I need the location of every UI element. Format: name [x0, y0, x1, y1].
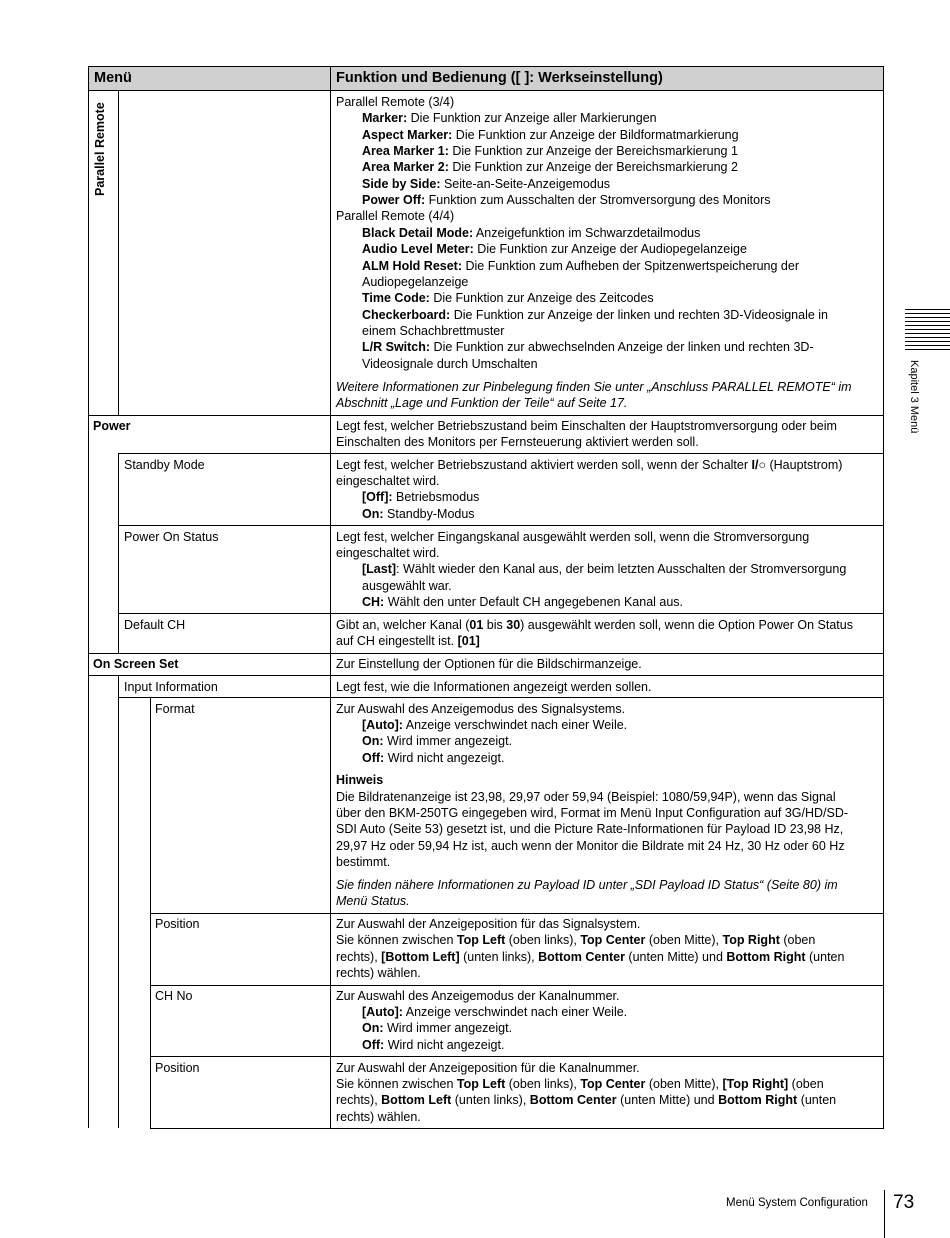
parallel-line: Parallel Remote (3/4): [336, 95, 455, 109]
parallel-line: Audiopegelanzeige: [362, 274, 469, 289]
ch-no-desc-1: Zur Auswahl des Anzeigemodus der Kanalnummer.: [336, 989, 620, 1003]
parallel-line: Audio Level Meter: Die Funktion zur Anzeige der Audiopegelanzeige: [362, 242, 747, 257]
input-information-label: Input Information: [124, 680, 218, 694]
parallel-line: Videosignale durch Umschalten: [362, 356, 538, 371]
table-header: [88, 66, 884, 91]
parallel-remote-label: Parallel Remote: [93, 102, 107, 196]
parallel-line: Side by Side: Seite-an-Seite-Anzeigemodus: [362, 176, 611, 191]
power-on-status-label: Power On Status: [124, 530, 219, 544]
power-on-status-option-last: [Last]: Wählt wieder den Kanal aus, der beim letzten Ausschalten der Stromversorgung: [362, 562, 847, 576]
position-signal-desc-2: Sie können zwischen Top Left (oben links), Top Center (oben Mitte), Top Right (oben: [336, 933, 816, 947]
position-channel-label: Position: [155, 1061, 200, 1075]
position-signal-label: Position: [155, 917, 200, 931]
ch-no-option-off: Off: Wird nicht angezeigt.: [362, 1038, 505, 1052]
ch-no-option-auto: [Auto]: Anzeige verschwindet nach einer Weile.: [362, 1005, 628, 1019]
ch-no-option-on: On: Wird immer angezeigt.: [362, 1021, 513, 1035]
parallel-line: Area Marker 1: Die Funktion zur Anzeige der Bereichsmarkierung 1: [362, 144, 738, 159]
power-on-status-option-ch: CH: Wählt den unter Default CH angegebenen Kanal aus.: [362, 595, 684, 609]
position-signal-desc-1: Zur Auswahl der Anzeigeposition für das Signalsystem.: [336, 917, 641, 931]
position-channel-desc-2: Sie können zwischen Top Left (oben links), Top Center (oben Mitte), [Top Right] (oben: [336, 1077, 824, 1091]
power-on-status-desc-2: eingeschaltet wird.: [336, 546, 440, 560]
parallel-line: Time Code: Die Funktion zur Anzeige des Zeitcodes: [362, 291, 654, 306]
default-ch-label: Default CH: [124, 618, 186, 632]
power-on-status-desc-1: Legt fest, welcher Eingangskanal ausgewählt werden soll, wenn die Stromversorgung: [336, 530, 810, 544]
format-option-auto: [Auto]: Anzeige verschwindet nach einer Weile.: [362, 718, 628, 732]
parallel-line: einem Schachbrettmuster: [362, 323, 505, 338]
header-menu: Menü: [94, 70, 132, 86]
parallel-line: ALM Hold Reset: Die Funktion zum Aufheben der Spitzenwertspeicherung der: [362, 258, 799, 273]
format-hint-2: über den BKM-250TG eingegeben wird, Format im Menü Input Configuration auf 3G/HD/SD-: [336, 806, 849, 820]
position-signal-desc-3: rechts), [Bottom Left] (unten links), Bottom Center (unten Mitte) und Bottom Right (unten: [336, 950, 845, 964]
format-label: Format: [155, 702, 195, 716]
position-channel-desc-1: Zur Auswahl der Anzeigeposition für die Kanalnummer.: [336, 1061, 640, 1075]
power-on-status-option-last-cont: ausgewählt war.: [362, 579, 452, 593]
default-ch-desc-1: Gibt an, welcher Kanal (01 bis 30) ausgewählt werden soll, wenn die Option Power On Status: [336, 618, 853, 632]
format-ref-2: Menü Status.: [336, 894, 410, 908]
parallel-note-1: Weitere Informationen zur Pinbelegung finden Sie unter „Anschluss PARALLEL REMOTE“ im: [336, 380, 852, 394]
chapter-tab-label: Kapitel 3 Menü: [908, 360, 920, 434]
default-ch-desc-2: auf CH eingestellt ist. [01]: [336, 634, 480, 648]
footer-section: Menü System Configuration: [726, 1197, 868, 1209]
format-hint-5: bestimmt.: [336, 855, 391, 869]
parallel-note-2: Abschnitt „Lage und Funktion der Teile“ auf Seite 17.: [336, 396, 628, 410]
header-function: Funktion und Bedienung ([ ]: Werkseinstellung): [336, 70, 663, 86]
parallel-line: Area Marker 2: Die Funktion zur Anzeige der Bereichsmarkierung 2: [362, 160, 738, 175]
parallel-line: L/R Switch: Die Funktion zur abwechselnden Anzeige der linken und rechten 3D-: [362, 340, 814, 355]
standby-desc-2: eingeschaltet wird.: [336, 474, 440, 488]
format-hint-1: Die Bildratenanzeige ist 23,98, 29,97 oder 59,94 (Beispiel: 1080/59,94P), wenn das Signal: [336, 790, 836, 804]
format-hint-3: SDI Auto (Seite 53) gesetzt ist, und die Picture Rate-Informationen für Payload ID 23,98 Hz,: [336, 822, 844, 836]
footer-divider: [884, 1190, 885, 1238]
position-channel-desc-4: rechts) wählen.: [336, 1110, 421, 1124]
position-channel-desc-3: rechts), Bottom Left (unten links), Bottom Center (unten Mitte) und Bottom Right (unten: [336, 1093, 837, 1107]
format-hint-title: Hinweis: [336, 773, 384, 787]
standby-option-off: [Off]: Betriebsmodus: [362, 490, 480, 504]
power-label: Power: [93, 419, 131, 433]
parallel-line: Checkerboard: Die Funktion zur Anzeige der linken und rechten 3D-Videosignale in: [362, 307, 829, 322]
ch-no-label: CH No: [155, 989, 193, 1003]
format-hint-4: 29,97 Hz oder 59,94 Hz ist, auch wenn der Monitor die Bildrate mit 24 Hz, 30 Hz oder 60 Hz: [336, 839, 845, 853]
input-information-desc: Legt fest, wie die Informationen angezeigt werden sollen.: [336, 680, 652, 694]
format-option-on: On: Wird immer angezeigt.: [362, 734, 513, 748]
power-desc-2: Einschalten des Monitors per Fernsteuerung aktiviert werden soll.: [336, 435, 699, 449]
standby-desc-1: Legt fest, welcher Betriebszustand aktiviert werden soll, wenn der Schalter I/○ (Hauptstrom): [336, 458, 843, 472]
format-desc-1: Zur Auswahl des Anzeigemodus des Signalsystems.: [336, 702, 626, 716]
standby-mode-label: Standby Mode: [124, 458, 205, 472]
parallel-line: Aspect Marker: Die Funktion zur Anzeige der Bildformatmarkierung: [362, 127, 739, 142]
format-option-off: Off: Wird nicht angezeigt.: [362, 751, 505, 765]
parallel-line: Black Detail Mode: Anzeigefunktion im Schwarzdetailmodus: [362, 225, 701, 240]
standby-option-on: On: Standby-Modus: [362, 507, 475, 521]
page-number: 73: [893, 1192, 915, 1213]
on-screen-set-desc: Zur Einstellung der Optionen für die Bildschirmanzeige.: [336, 657, 642, 671]
parallel-line: Parallel Remote (4/4): [336, 209, 455, 224]
format-ref-1: Sie finden nähere Informationen zu Payload ID unter „SDI Payload ID Status“ (Seite 80) im: [336, 878, 838, 892]
parallel-line: Marker: Die Funktion zur Anzeige aller Markierungen: [362, 111, 657, 126]
position-signal-desc-4: rechts) wählen.: [336, 966, 421, 980]
power-desc-1: Legt fest, welcher Betriebszustand beim Einschalten der Hauptstromversorgung oder beim: [336, 419, 837, 433]
parallel-line: Power Off: Funktion zum Ausschalten der Stromversorgung des Monitors: [362, 193, 771, 208]
on-screen-set-label: On Screen Set: [93, 657, 179, 671]
